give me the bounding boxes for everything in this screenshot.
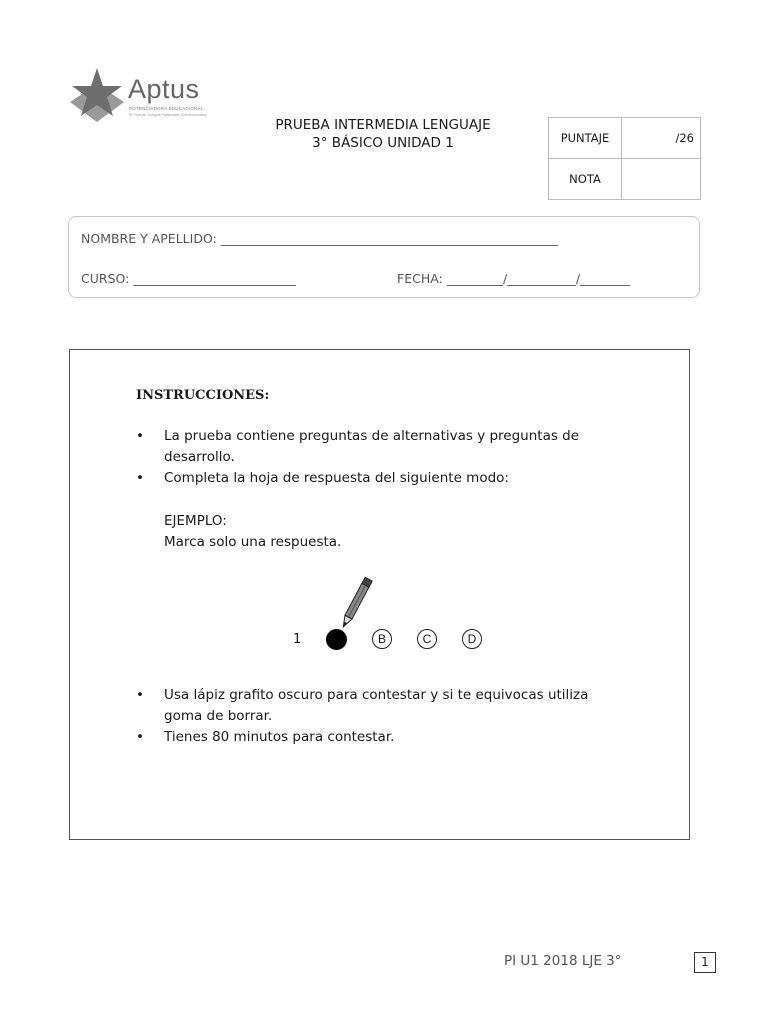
- name-field[interactable]: NOMBRE Y APELLIDO: ______________________________________________________: [81, 231, 559, 246]
- pencil-icon: [338, 574, 374, 632]
- instruction-text: Completa la hoja de respuesta del siguiente modo:: [164, 470, 509, 486]
- student-info-box: [68, 216, 700, 298]
- example-text: Marca solo una respuesta.: [164, 534, 342, 550]
- nota-value[interactable]: [622, 159, 701, 200]
- bullet-icon: •: [136, 729, 144, 745]
- instruction-text: Usa lápiz grafito oscuro para contestar y si te equivocas utiliza goma de borrar.: [164, 687, 589, 724]
- puntaje-label: PUNTAJE: [549, 118, 622, 159]
- instructions-heading: INSTRUCCIONES:: [136, 388, 270, 403]
- star-logo-icon: [66, 66, 128, 128]
- instruction-text: La prueba contiene preguntas de alternativas y preguntas de desarrollo.: [164, 428, 580, 465]
- answer-example: [286, 574, 486, 654]
- example-label: EJEMPLO:: [164, 513, 227, 529]
- list-item: [136, 727, 616, 748]
- logo-subtext: BF Red de Colegios Particulares Subvencionados: [129, 113, 207, 117]
- date-field[interactable]: FECHA: _________/___________/________: [397, 271, 631, 286]
- option-bubble-c[interactable]: C: [417, 629, 437, 649]
- nota-label: NOTA: [549, 159, 622, 200]
- puntaje-value[interactable]: /26: [622, 118, 701, 159]
- page-number: 1: [694, 952, 716, 973]
- option-bubble-b[interactable]: B: [372, 629, 392, 649]
- list-item: [136, 685, 616, 726]
- bullet-icon: •: [136, 687, 144, 703]
- filled-answer-bubble[interactable]: [326, 629, 347, 650]
- score-table: [548, 117, 701, 200]
- instruction-text: Tienes 80 minutos para contestar.: [164, 729, 395, 745]
- question-number: 1: [293, 632, 302, 647]
- logo-wordmark: Aptus: [128, 74, 200, 104]
- option-bubble-d[interactable]: D: [462, 629, 482, 649]
- bullet-icon: •: [136, 428, 144, 444]
- instructions-box: [69, 349, 690, 840]
- bullet-icon: •: [136, 470, 144, 486]
- list-item: [136, 468, 616, 489]
- footer-code: PI U1 2018 LJE 3°: [504, 953, 622, 969]
- list-item: [136, 426, 616, 467]
- logo-tagline: POTENCIADORA EDUCACIONAL: [129, 106, 204, 111]
- course-field[interactable]: CURSO: __________________________: [81, 271, 296, 286]
- title-line-2: 3° BÁSICO UNIDAD 1: [312, 135, 454, 151]
- aptus-logo: [66, 66, 206, 130]
- test-title: [228, 116, 538, 152]
- title-line-1: PRUEBA INTERMEDIA LENGUAJE: [275, 117, 491, 133]
